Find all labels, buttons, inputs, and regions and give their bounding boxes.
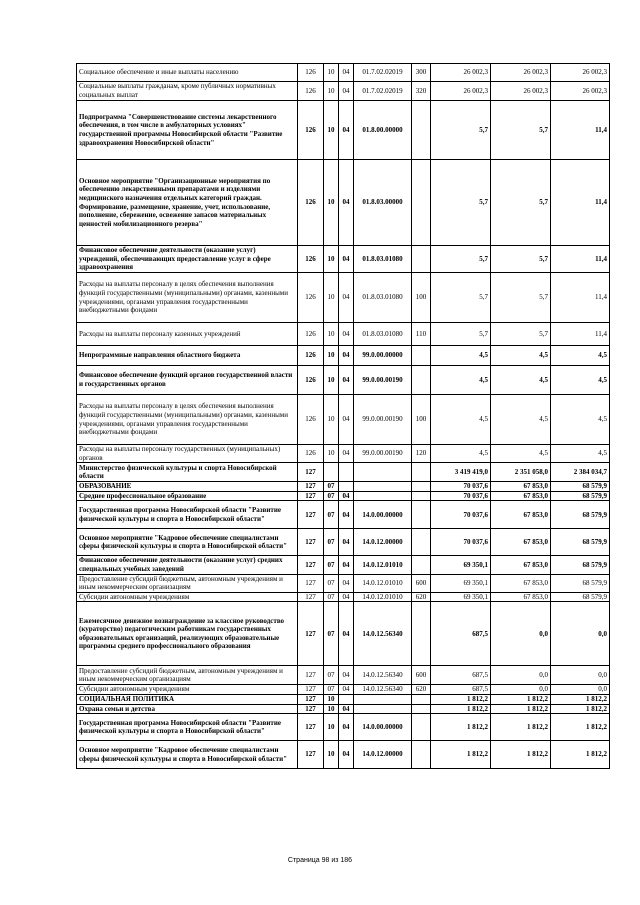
cell-csr: 01.8.03.01080 [354, 246, 412, 273]
cell-ved: 126 [298, 82, 324, 101]
cell-amount-3: 1 812,2 [551, 694, 610, 704]
cell-csr: 99.0.00.00190 [354, 366, 412, 395]
cell-ved: 127 [298, 574, 324, 592]
cell-vr [412, 463, 431, 482]
cell-rz: 10 [324, 346, 339, 366]
cell-vr: 120 [412, 445, 431, 463]
cell-amount-3: 4,5 [551, 395, 610, 445]
cell-amount-2: 67 853,0 [491, 529, 551, 556]
cell-ved: 126 [298, 273, 324, 323]
table-row [77, 273, 610, 323]
cell-ved: 126 [298, 395, 324, 445]
cell-amount-3: 1 812,2 [551, 741, 610, 769]
cell-rz: 07 [324, 602, 339, 666]
cell-amount-2: 5,7 [491, 101, 551, 160]
cell-pr: 04 [339, 685, 354, 695]
cell-amount-1: 69 350,1 [431, 592, 491, 602]
cell-amount-1: 4,5 [431, 395, 491, 445]
row-name: Субсидии автономным учреждениям [77, 685, 298, 695]
cell-vr [412, 246, 431, 273]
cell-vr: 110 [412, 323, 431, 346]
cell-rz: 10 [324, 714, 339, 741]
cell-pr: 04 [339, 64, 354, 82]
cell-vr [412, 346, 431, 366]
cell-amount-1: 70 037,6 [431, 501, 491, 529]
cell-rz: 07 [324, 482, 339, 492]
cell-rz: 10 [324, 101, 339, 160]
cell-ved: 127 [298, 556, 324, 574]
cell-ved: 127 [298, 491, 324, 501]
cell-csr: 01.8.03.00000 [354, 160, 412, 246]
row-name: Непрограммные направления областного бюджета [77, 346, 298, 366]
row-name: ОБРАЗОВАНИЕ [77, 482, 298, 492]
row-name: Ежемесячное денежное вознаграждение за классное руководство (кураторство) педагогическим работникам государственных образовательных организаций, реализующих образовательные программы среднего профессионального образования [77, 602, 298, 666]
cell-amount-2: 2 351 058,0 [491, 463, 551, 482]
cell-amount-2: 1 812,2 [491, 714, 551, 741]
cell-amount-1: 70 037,6 [431, 491, 491, 501]
cell-pr: 04 [339, 395, 354, 445]
cell-csr [354, 704, 412, 714]
cell-amount-2: 1 812,2 [491, 704, 551, 714]
cell-rz: 07 [324, 491, 339, 501]
cell-ved: 127 [298, 704, 324, 714]
cell-amount-2: 0,0 [491, 602, 551, 666]
cell-amount-1: 5,7 [431, 160, 491, 246]
cell-ved: 126 [298, 346, 324, 366]
table-row [77, 463, 610, 482]
table-row [77, 445, 610, 463]
cell-amount-3: 1 812,2 [551, 714, 610, 741]
cell-vr [412, 694, 431, 704]
cell-ved: 126 [298, 366, 324, 395]
cell-csr: 01.7.02.02019 [354, 82, 412, 101]
cell-vr: 320 [412, 82, 431, 101]
cell-vr: 620 [412, 685, 431, 695]
cell-amount-1: 687,5 [431, 685, 491, 695]
cell-amount-2: 5,7 [491, 273, 551, 323]
cell-pr [339, 463, 354, 482]
cell-amount-3: 11,4 [551, 101, 610, 160]
table-row [77, 529, 610, 556]
cell-rz: 10 [324, 395, 339, 445]
cell-vr [412, 529, 431, 556]
cell-amount-2: 26 002,3 [491, 82, 551, 101]
row-name: СОЦИАЛЬНАЯ ПОЛИТИКА [77, 694, 298, 704]
cell-amount-1: 687,5 [431, 666, 491, 685]
cell-rz: 10 [324, 366, 339, 395]
row-name: Охрана семьи и детства [77, 704, 298, 714]
cell-amount-1: 5,7 [431, 273, 491, 323]
cell-csr: 14.0.12.01010 [354, 556, 412, 574]
cell-pr: 04 [339, 529, 354, 556]
cell-amount-3: 68 579,9 [551, 482, 610, 492]
row-name: Социальные выплаты гражданам, кроме публичных нормативных социальных выплат [77, 82, 298, 101]
cell-amount-1: 5,7 [431, 246, 491, 273]
cell-ved: 127 [298, 714, 324, 741]
cell-pr: 04 [339, 160, 354, 246]
cell-vr [412, 704, 431, 714]
cell-rz: 10 [324, 246, 339, 273]
cell-amount-2: 5,7 [491, 323, 551, 346]
cell-pr: 04 [339, 445, 354, 463]
cell-amount-2: 26 002,3 [491, 64, 551, 82]
cell-amount-1: 69 350,1 [431, 556, 491, 574]
cell-csr: 14.0.12.01010 [354, 592, 412, 602]
table-row [77, 694, 610, 704]
table-row [77, 685, 610, 695]
table-row [77, 592, 610, 602]
row-name: Государственная программа Новосибирской области "Развитие физической культуры и спорта в Новосибирской области" [77, 714, 298, 741]
cell-rz: 10 [324, 323, 339, 346]
cell-pr [339, 482, 354, 492]
cell-pr: 04 [339, 101, 354, 160]
row-name: Среднее профессиональное образование [77, 491, 298, 501]
cell-ved: 127 [298, 529, 324, 556]
row-name: Расходы на выплаты персоналу государственных (муниципальных) органов [77, 445, 298, 463]
cell-pr: 04 [339, 246, 354, 273]
cell-amount-3: 1 812,2 [551, 704, 610, 714]
cell-ved: 127 [298, 602, 324, 666]
cell-vr: 620 [412, 592, 431, 602]
cell-amount-2: 1 812,2 [491, 741, 551, 769]
cell-amount-1: 3 419 419,0 [431, 463, 491, 482]
cell-rz: 07 [324, 685, 339, 695]
table-row [77, 346, 610, 366]
cell-rz: 10 [324, 741, 339, 769]
cell-csr: 01.7.02.02019 [354, 64, 412, 82]
cell-amount-2: 67 853,0 [491, 556, 551, 574]
cell-amount-2: 67 853,0 [491, 501, 551, 529]
cell-csr: 99.0.00.00000 [354, 346, 412, 366]
cell-ved: 126 [298, 160, 324, 246]
cell-rz: 07 [324, 501, 339, 529]
cell-pr: 04 [339, 704, 354, 714]
cell-amount-2: 0,0 [491, 685, 551, 695]
page-footer: Страница 98 из 186 [287, 857, 353, 864]
cell-rz: 07 [324, 529, 339, 556]
cell-csr: 99.0.00.00190 [354, 395, 412, 445]
cell-vr: 300 [412, 64, 431, 82]
row-name: Министерство физической культуры и спорта Новосибирской области [77, 463, 298, 482]
cell-pr: 04 [339, 323, 354, 346]
cell-amount-1: 687,5 [431, 602, 491, 666]
cell-amount-1: 5,7 [431, 323, 491, 346]
cell-csr: 14.0.12.56340 [354, 602, 412, 666]
cell-vr: 600 [412, 666, 431, 685]
cell-ved: 127 [298, 501, 324, 529]
table-row [77, 101, 610, 160]
table-row [77, 366, 610, 395]
cell-amount-3: 68 579,9 [551, 491, 610, 501]
budget-table [76, 63, 610, 769]
cell-amount-3: 68 579,9 [551, 556, 610, 574]
cell-ved: 126 [298, 323, 324, 346]
table-row [77, 160, 610, 246]
table-body [77, 64, 610, 769]
cell-amount-3: 0,0 [551, 666, 610, 685]
table-row [77, 602, 610, 666]
table-row [77, 64, 610, 82]
cell-amount-1: 1 812,2 [431, 694, 491, 704]
table-row [77, 501, 610, 529]
row-name: Государственная программа Новосибирской области "Развитие физической культуры и спорта в Новосибирской области" [77, 501, 298, 529]
cell-amount-1: 5,7 [431, 101, 491, 160]
cell-pr: 04 [339, 491, 354, 501]
row-name: Финансовое обеспечение деятельности (оказание услуг) средних специальных учебных заведений [77, 556, 298, 574]
cell-csr [354, 491, 412, 501]
cell-vr [412, 482, 431, 492]
cell-pr: 04 [339, 346, 354, 366]
cell-csr [354, 694, 412, 704]
cell-pr: 04 [339, 666, 354, 685]
cell-amount-3: 4,5 [551, 445, 610, 463]
cell-pr: 04 [339, 574, 354, 592]
cell-pr: 04 [339, 501, 354, 529]
row-name: Субсидии автономным учреждениям [77, 592, 298, 602]
cell-ved: 127 [298, 592, 324, 602]
cell-rz: 10 [324, 704, 339, 714]
cell-amount-2: 4,5 [491, 445, 551, 463]
cell-vr [412, 556, 431, 574]
cell-csr: 14.0.12.56340 [354, 666, 412, 685]
table-row [77, 741, 610, 769]
cell-amount-3: 68 579,9 [551, 574, 610, 592]
cell-amount-3: 0,0 [551, 685, 610, 695]
cell-pr [339, 694, 354, 704]
row-name: Социальное обеспечение и иные выплаты населению [77, 64, 298, 82]
cell-amount-2: 4,5 [491, 366, 551, 395]
cell-vr [412, 101, 431, 160]
row-name: Расходы на выплаты персоналу казенных учреждений [77, 323, 298, 346]
cell-csr: 14.0.00.00000 [354, 714, 412, 741]
cell-vr: 100 [412, 273, 431, 323]
cell-csr: 14.0.12.00000 [354, 741, 412, 769]
cell-amount-3: 68 579,9 [551, 592, 610, 602]
cell-ved: 127 [298, 741, 324, 769]
cell-csr [354, 463, 412, 482]
table-row [77, 246, 610, 273]
cell-csr: 14.0.12.01010 [354, 574, 412, 592]
cell-rz: 07 [324, 574, 339, 592]
cell-amount-3: 68 579,9 [551, 529, 610, 556]
cell-amount-2: 67 853,0 [491, 482, 551, 492]
cell-amount-2: 4,5 [491, 346, 551, 366]
cell-vr [412, 602, 431, 666]
cell-vr: 600 [412, 574, 431, 592]
cell-amount-2: 4,5 [491, 395, 551, 445]
cell-csr: 14.0.00.00000 [354, 501, 412, 529]
cell-vr [412, 501, 431, 529]
row-name: Основное мероприятие "Кадровое обеспечение специалистами сферы физической культуры и спорта в Новосибирской области" [77, 529, 298, 556]
cell-ved: 127 [298, 694, 324, 704]
cell-vr [412, 741, 431, 769]
table-row [77, 556, 610, 574]
row-name: Основное мероприятие "Кадровое обеспечение специалистами сферы физической культуры и спорта в Новосибирской области" [77, 741, 298, 769]
cell-amount-1: 1 812,2 [431, 714, 491, 741]
table-row [77, 714, 610, 741]
cell-rz [324, 463, 339, 482]
cell-rz: 10 [324, 445, 339, 463]
cell-amount-1: 1 812,2 [431, 704, 491, 714]
cell-amount-3: 11,4 [551, 160, 610, 246]
cell-vr: 100 [412, 395, 431, 445]
cell-vr [412, 491, 431, 501]
cell-csr: 99.0.00.00190 [354, 445, 412, 463]
cell-vr [412, 366, 431, 395]
cell-amount-3: 0,0 [551, 602, 610, 666]
cell-amount-1: 26 002,3 [431, 82, 491, 101]
row-name: Предоставление субсидий бюджетным, автономным учреждениям и иным некоммерческим организациям [77, 666, 298, 685]
cell-csr: 01.8.03.01080 [354, 273, 412, 323]
cell-amount-1: 26 002,3 [431, 64, 491, 82]
cell-amount-3: 11,4 [551, 273, 610, 323]
cell-rz: 10 [324, 160, 339, 246]
cell-rz: 10 [324, 64, 339, 82]
cell-amount-1: 4,5 [431, 346, 491, 366]
cell-amount-2: 67 853,0 [491, 491, 551, 501]
row-name: Основное мероприятие "Организационные мероприятия по обеспечению лекарственными препаратами и изделиями медицинского назначения отдельных категорий граждан. Формирование, размещение, хранение, учет, использование, пополнение, сбережение, освежение запасов материальных ценностей мобилизационного резерва" [77, 160, 298, 246]
cell-amount-2: 0,0 [491, 666, 551, 685]
cell-pr: 04 [339, 714, 354, 741]
cell-amount-2: 5,7 [491, 160, 551, 246]
table-row [77, 574, 610, 592]
cell-amount-1: 1 812,2 [431, 741, 491, 769]
cell-amount-1: 4,5 [431, 445, 491, 463]
cell-ved: 126 [298, 445, 324, 463]
cell-csr: 14.0.12.56340 [354, 685, 412, 695]
table-row [77, 482, 610, 492]
cell-pr: 04 [339, 82, 354, 101]
cell-ved: 126 [298, 101, 324, 160]
cell-amount-3: 4,5 [551, 366, 610, 395]
cell-pr: 04 [339, 592, 354, 602]
cell-rz: 07 [324, 666, 339, 685]
cell-ved: 126 [298, 246, 324, 273]
cell-ved: 127 [298, 463, 324, 482]
row-name: Предоставление субсидий бюджетным, автономным учреждениям и иным некоммерческим организациям [77, 574, 298, 592]
cell-pr: 04 [339, 556, 354, 574]
cell-amount-2: 67 853,0 [491, 574, 551, 592]
table-row [77, 491, 610, 501]
cell-ved: 127 [298, 666, 324, 685]
cell-amount-3: 68 579,9 [551, 501, 610, 529]
cell-csr: 01.8.03.01080 [354, 323, 412, 346]
table-row [77, 666, 610, 685]
cell-amount-1: 70 037,6 [431, 482, 491, 492]
cell-rz: 10 [324, 273, 339, 323]
cell-amount-3: 4,5 [551, 346, 610, 366]
table-row [77, 704, 610, 714]
cell-pr: 04 [339, 602, 354, 666]
cell-pr: 04 [339, 741, 354, 769]
cell-amount-2: 67 853,0 [491, 592, 551, 602]
cell-ved: 126 [298, 64, 324, 82]
cell-csr [354, 482, 412, 492]
cell-amount-1: 69 350,1 [431, 574, 491, 592]
cell-csr: 14.0.12.00000 [354, 529, 412, 556]
cell-ved: 127 [298, 685, 324, 695]
cell-amount-3: 26 002,3 [551, 64, 610, 82]
cell-amount-3: 2 384 034,7 [551, 463, 610, 482]
cell-amount-2: 1 812,2 [491, 694, 551, 704]
cell-amount-2: 5,7 [491, 246, 551, 273]
cell-rz: 07 [324, 556, 339, 574]
row-name: Финансовое обеспечение деятельности (оказание услуг) учреждений, обеспечивающих предоставление услуг в сфере здравоохранения [77, 246, 298, 273]
cell-ved: 127 [298, 482, 324, 492]
cell-vr [412, 714, 431, 741]
cell-amount-3: 26 002,3 [551, 82, 610, 101]
cell-rz: 10 [324, 82, 339, 101]
cell-pr: 04 [339, 366, 354, 395]
row-name: Подпрограмма "Совершенствование системы лекарственного обеспечения, в том числе в амбулаторных условиях" государственной программы Новосибирской области "Развитие здравоохранения Новосибирской области" [77, 101, 298, 160]
cell-amount-3: 11,4 [551, 246, 610, 273]
cell-rz: 07 [324, 592, 339, 602]
cell-amount-1: 70 037,6 [431, 529, 491, 556]
cell-vr [412, 160, 431, 246]
cell-amount-3: 11,4 [551, 323, 610, 346]
table-row [77, 395, 610, 445]
row-name: Расходы на выплаты персоналу в целях обеспечения выполнения функций государственными (муниципальными) органами, казенными учреждениями, органами управления государственными внебюджетными фондами [77, 395, 298, 445]
cell-csr: 01.8.00.00000 [354, 101, 412, 160]
row-name: Финансовое обеспечение функций органов государственной власти и государственных органов [77, 366, 298, 395]
row-name: Расходы на выплаты персоналу в целях обеспечения выполнения функций государственными (муниципальными) органами, казенными учреждениями, органами управления государственными внебюджетными фондами [77, 273, 298, 323]
cell-rz: 10 [324, 694, 339, 704]
cell-amount-1: 4,5 [431, 366, 491, 395]
table-row [77, 82, 610, 101]
cell-pr: 04 [339, 273, 354, 323]
table-row [77, 323, 610, 346]
